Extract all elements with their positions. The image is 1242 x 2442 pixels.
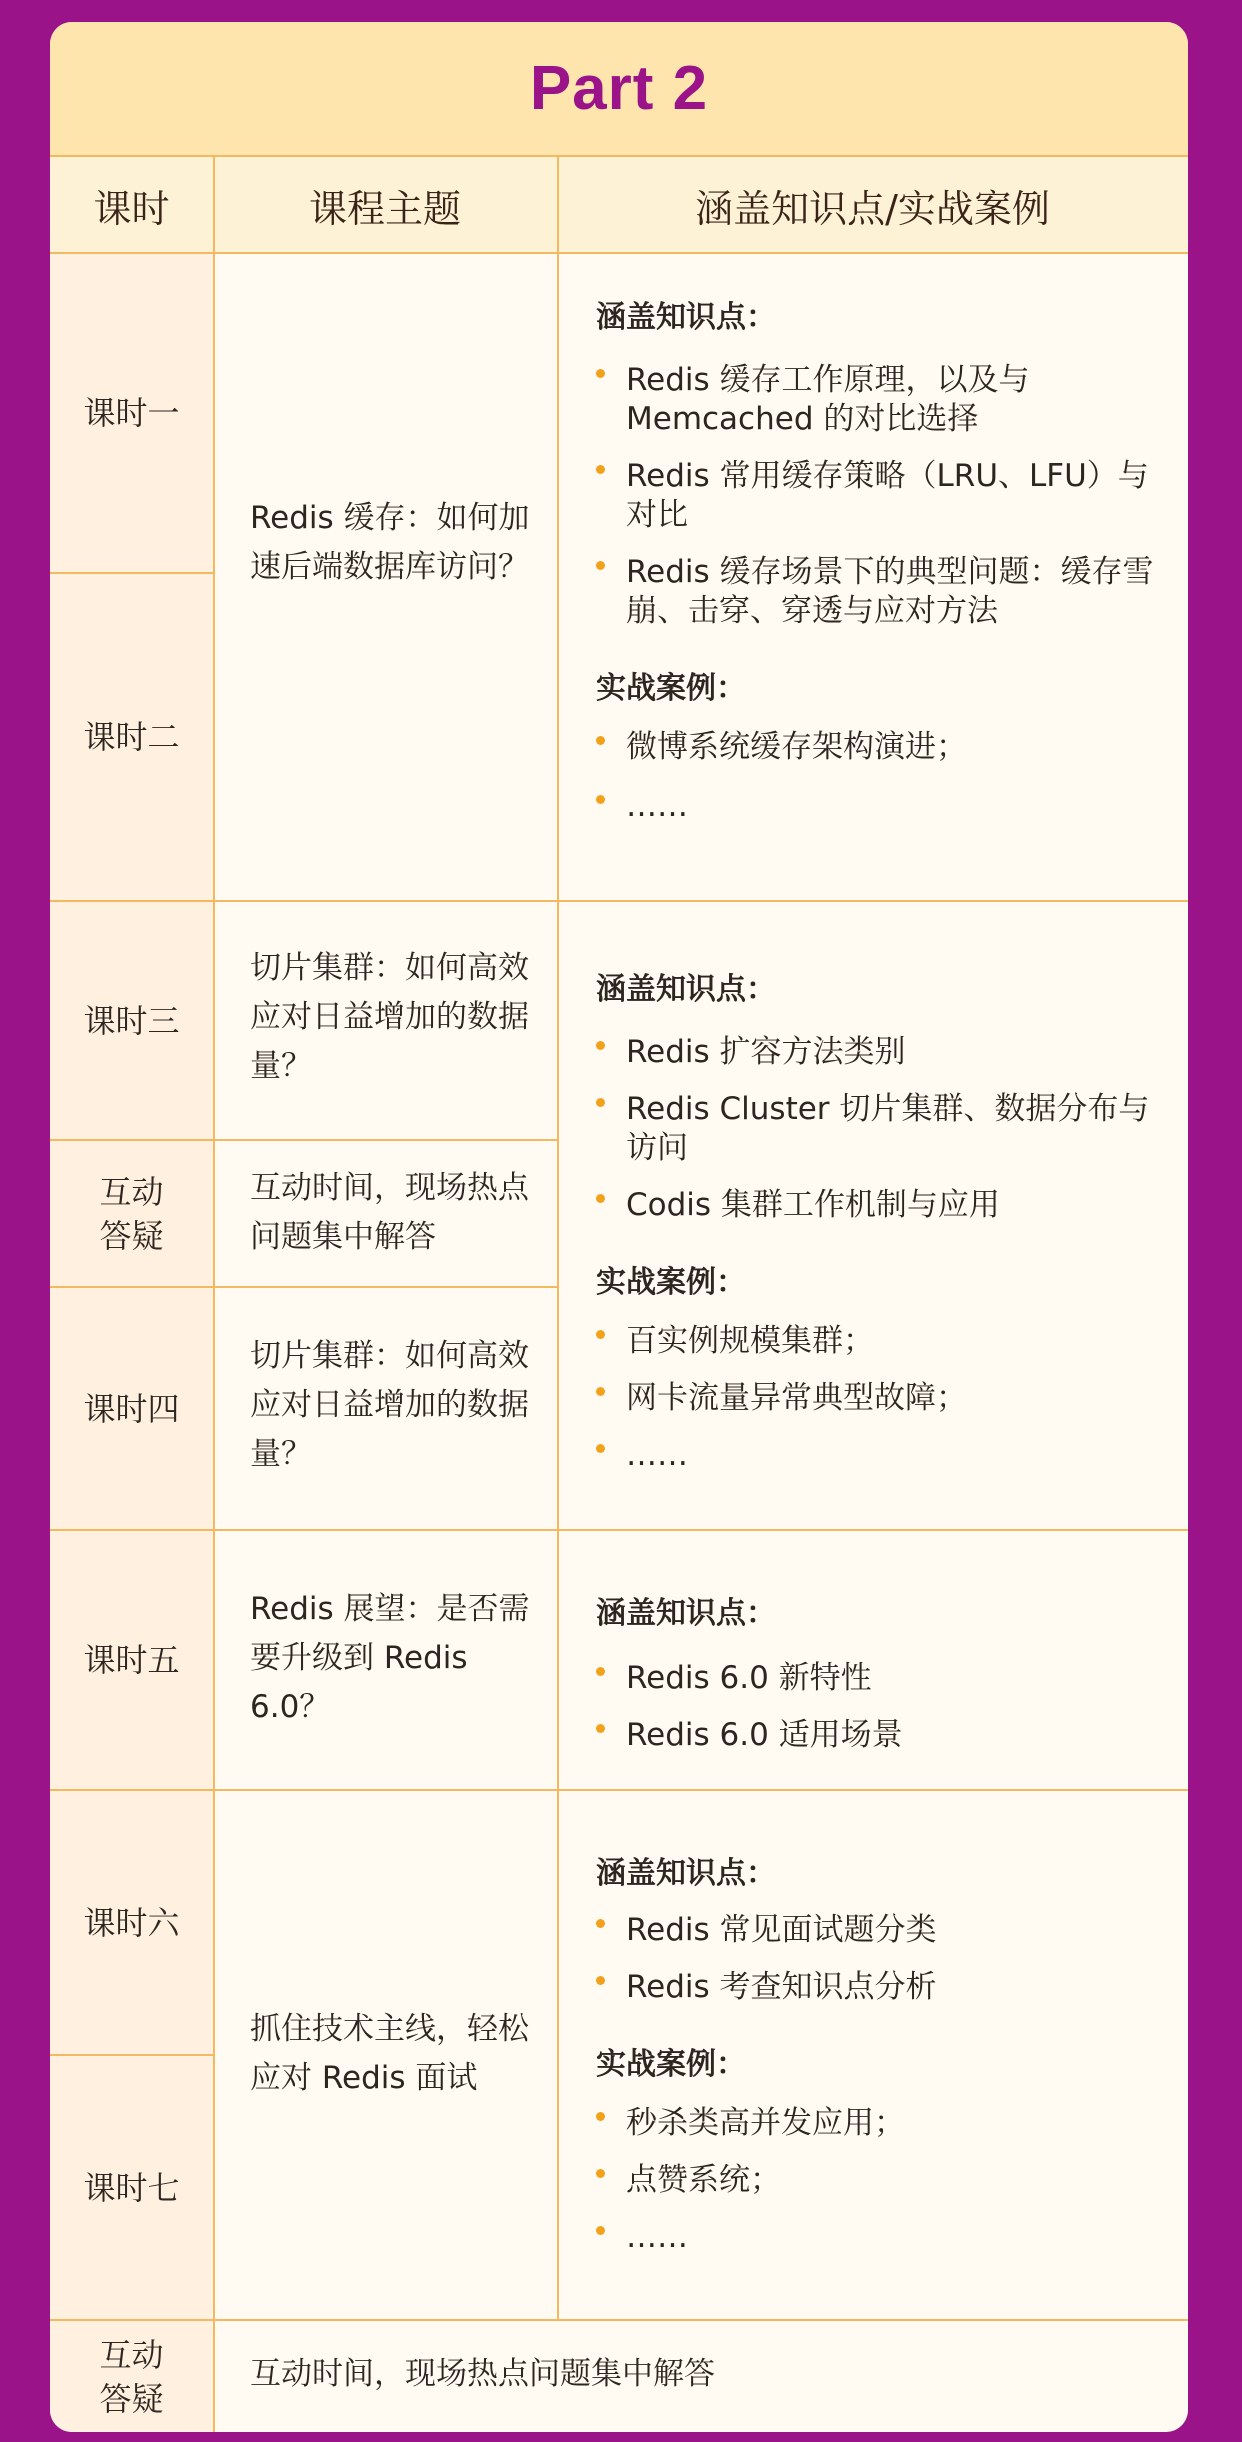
bullet-icon	[596, 2226, 605, 2235]
list-item	[596, 1186, 1176, 1225]
header-topic: 课程主题	[308, 187, 461, 231]
list-item	[596, 1322, 1176, 1361]
list-item-text: Redis 考查知识点分析	[626, 1969, 937, 2005]
lesson-label: 课时七	[83, 2168, 180, 2207]
list-item-text: 百实例规模集群；	[626, 1323, 874, 1359]
row-divider	[50, 2319, 1188, 2321]
topic-text: 切片集群：如何高效应对日益增加的数据量？	[250, 1338, 529, 1472]
bullet-icon	[596, 2169, 605, 2178]
list-item-text: Codis 集群工作机制与应用	[626, 1187, 1000, 1223]
bullet-icon	[596, 1041, 605, 1050]
lesson-label: 课时六	[83, 1903, 180, 1942]
column-divider	[557, 157, 559, 2319]
lesson-label: 课时三	[83, 1001, 180, 1040]
list-item	[596, 728, 1176, 767]
lesson-label: 课时一	[83, 394, 180, 432]
list-item	[596, 1033, 1176, 1072]
lesson-label: 互动答疑	[99, 1172, 164, 1255]
bullet-icon	[596, 1444, 605, 1453]
list-item-text: Redis 常见面试题分类	[626, 1912, 937, 1948]
list-item	[596, 2218, 1176, 2257]
topic-text: 抓住技术主线，轻松应对 Redis 面试	[250, 2011, 529, 2096]
title-bar	[50, 22, 1188, 157]
list-item	[596, 1968, 1176, 2007]
list-item	[596, 2104, 1176, 2143]
list-item-text: Redis Cluster 切片集群、数据分布与访问	[626, 1091, 1150, 1166]
page-title: Part 2	[529, 54, 709, 123]
lesson-label: 课时五	[83, 1641, 180, 1679]
list-item-text: 微博系统缓存架构演进；	[626, 729, 967, 765]
bullet-icon	[596, 1667, 605, 1676]
list-item-text: Redis 扩容方法类别	[626, 1034, 906, 1070]
knowledge-heading: 涵盖知识点：	[596, 972, 776, 1007]
bullet-icon	[596, 1098, 605, 1107]
list-item	[596, 1659, 1176, 1698]
list-item	[596, 1090, 1176, 1168]
header-content: 涵盖知识点/实战案例	[695, 187, 1050, 231]
list-item	[596, 1379, 1176, 1418]
cases-heading: 实战案例：	[596, 2047, 746, 2082]
bullet-icon	[596, 2112, 605, 2121]
cases-heading: 实战案例：	[596, 671, 746, 706]
list-item	[596, 457, 1176, 535]
list-item	[596, 553, 1176, 631]
list-item-text: ……	[626, 1437, 688, 1473]
bullet-icon	[596, 465, 605, 474]
lesson-label: 课时四	[83, 1389, 180, 1428]
bullet-icon	[596, 736, 605, 745]
content-group-4	[596, 1854, 1176, 2257]
knowledge-heading: 涵盖知识点：	[596, 1856, 776, 1891]
list-item	[596, 1911, 1176, 1950]
list-item-text: Redis 6.0 适用场景	[626, 1717, 903, 1753]
topic-text: Redis 缓存：如何加速后端数据库访问？	[250, 500, 530, 585]
topic-text: Redis 展望：是否需要升级到 Redis 6.0？	[250, 1591, 530, 1725]
column-divider	[213, 157, 215, 2432]
table-header	[50, 157, 1188, 254]
bullet-icon	[596, 1976, 605, 1985]
list-item-text: 点赞系统；	[626, 2162, 781, 2198]
topic-text: 切片集群：如何高效应对日益增加的数据量？	[250, 950, 529, 1084]
knowledge-heading: 涵盖知识点：	[596, 300, 776, 335]
list-item	[596, 2161, 1176, 2200]
row-divider	[50, 1789, 1188, 1791]
content-group-3	[596, 1594, 1176, 1755]
bullet-icon	[596, 1194, 605, 1203]
row-divider	[50, 1529, 1188, 1531]
bullet-icon	[596, 1724, 605, 1733]
bullet-icon	[596, 561, 605, 570]
list-item	[596, 787, 1176, 826]
topic-text: 互动时间，现场热点问题集中解答	[250, 2356, 715, 2392]
list-item	[596, 361, 1176, 439]
list-item-text: Redis 缓存工作原理，以及与 Memcached 的对比选择	[626, 362, 1030, 437]
bullet-icon	[596, 369, 605, 378]
knowledge-heading: 涵盖知识点：	[596, 1596, 776, 1631]
topic-text: 互动时间，现场热点问题集中解答	[250, 1170, 529, 1255]
list-item-text: Redis 常用缓存策略（LRU、LFU）与对比	[626, 458, 1149, 533]
course-table-card	[50, 22, 1188, 2432]
cases-heading: 实战案例：	[596, 1265, 746, 1300]
list-item	[596, 1436, 1176, 1475]
list-item-text: Redis 缓存场景下的典型问题：缓存雪崩、击穿、穿透与应对方法	[626, 554, 1154, 629]
content-group-2	[596, 970, 1176, 1475]
bullet-icon	[596, 1330, 605, 1339]
bullet-icon	[596, 1919, 605, 1928]
list-item	[596, 1716, 1176, 1755]
list-item-text: 秒杀类高并发应用；	[626, 2105, 905, 2141]
lesson-label: 课时二	[83, 718, 180, 756]
list-item-text: 网卡流量异常典型故障；	[626, 1380, 967, 1416]
row-divider	[50, 900, 1188, 902]
list-item-text: ……	[626, 788, 688, 824]
lesson-label: 互动答疑	[99, 2335, 164, 2418]
list-item-text: ……	[626, 2219, 688, 2255]
bullet-icon	[596, 1387, 605, 1396]
content-group-1	[596, 298, 1176, 826]
header-lesson: 课时	[93, 187, 170, 231]
bullet-icon	[596, 795, 605, 804]
list-item-text: Redis 6.0 新特性	[626, 1660, 872, 1696]
